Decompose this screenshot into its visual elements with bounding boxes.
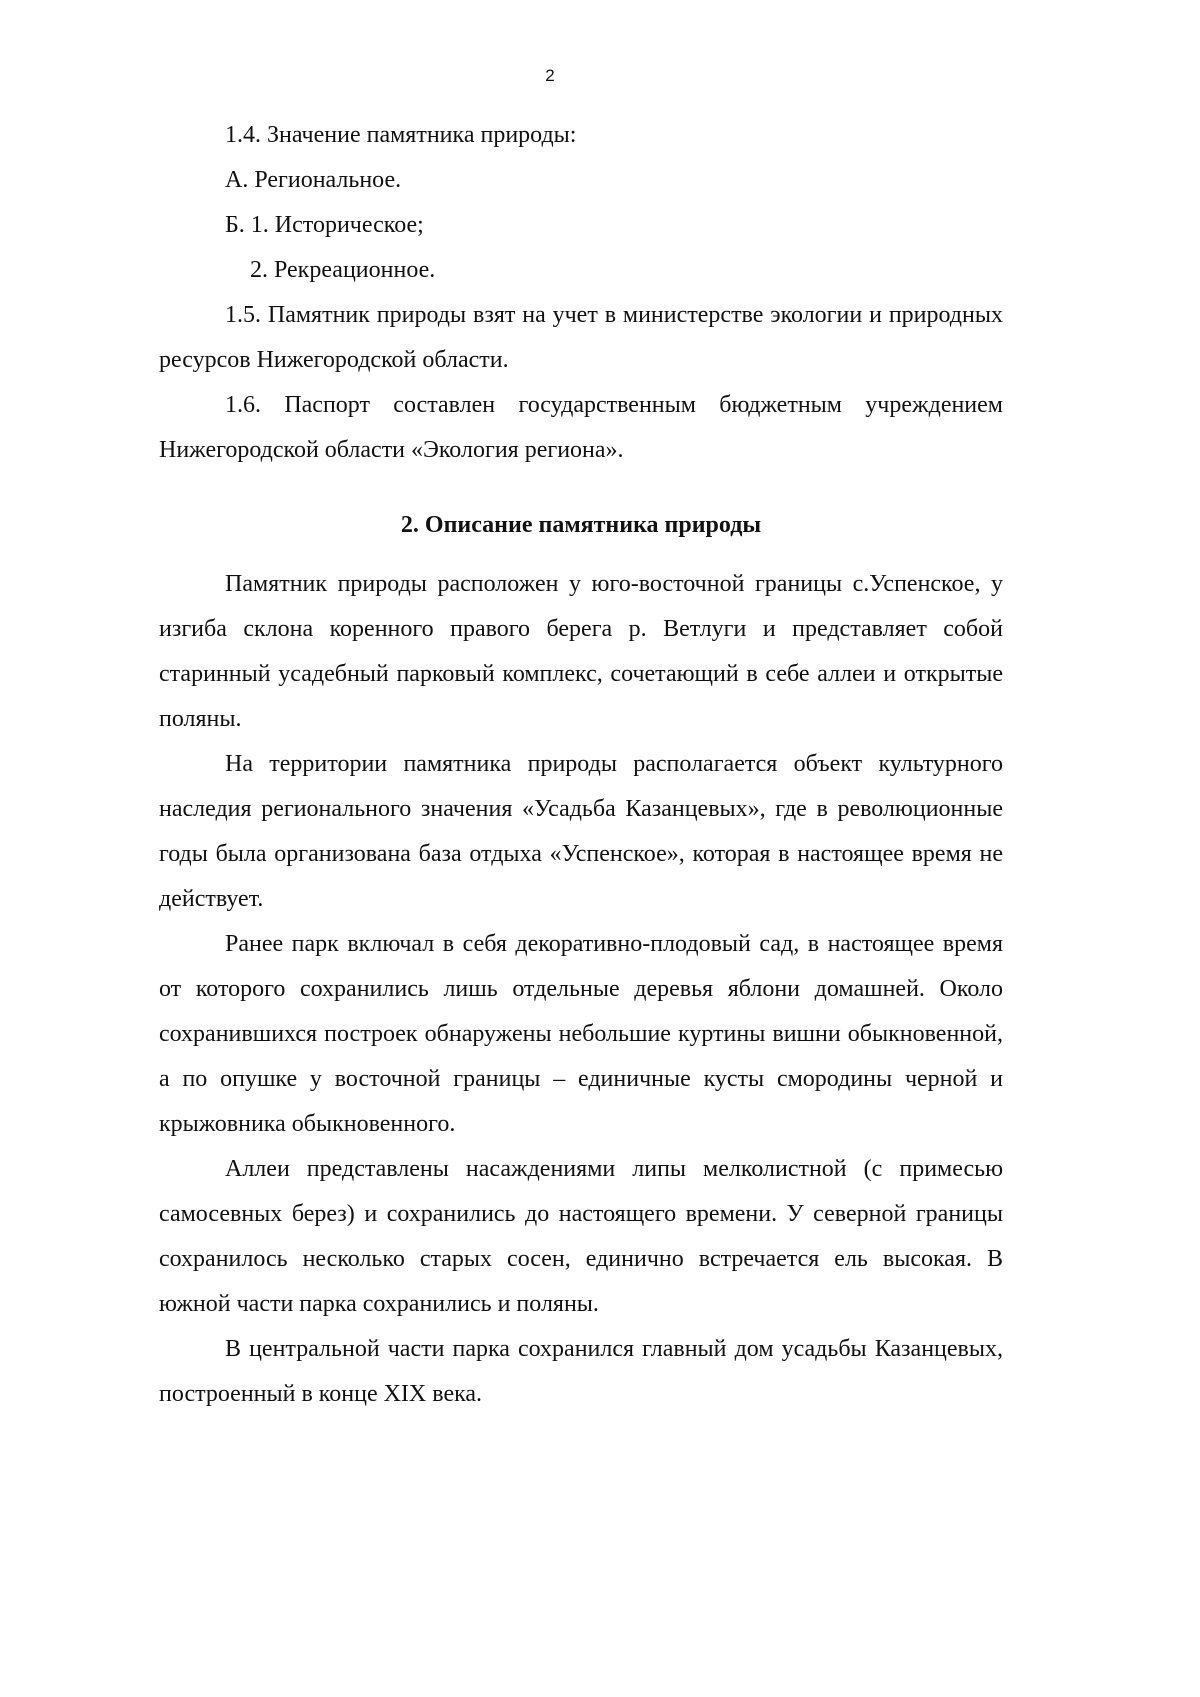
item-a-regional: А. Региональное. [225,167,402,193]
document-body [159,113,1003,1417]
description-paragraph: Памятник природы расположен у юго-восточной границы с.Успенское, у изгиба склона коренного правого берега р. Ветлуги и представляет собой старинный усадебный парковый комплекс, сочетающий в себе аллеи и открытые поляны. [159,571,1003,732]
item-1-4: 1.4. Значение памятника природы: [225,122,577,148]
section-2-heading: 2. Описание памятника природы [400,512,762,538]
item-1-5: 1.5. Памятник природы взят на учет в министерстве экологии и природных ресурсов Нижегородской области. [159,302,1003,373]
description-paragraph: В центральной части парка сохранился главный дом усадьбы Казанцевых, построенный в конце XIX века. [159,1336,1003,1407]
description-paragraph: На территории памятника природы располагается объект культурного наследия регионального значения «Усадьба Казанцевых», где в революционные годы была организована база отдыха «Успенское», которая в настоящее время не действует. [159,751,1003,912]
page-number: 2 [545,66,555,85]
item-b2-recreational: 2. Рекреационное. [250,257,436,283]
description-paragraph: Аллеи представлены насаждениями липы мелколистной (с примесью самосевных берез) и сохранились до настоящего времени. У северной границы сохранилось несколько старых сосен, единично встречается ель высокая. В южной части парка сохранились и поляны. [159,1156,1003,1317]
description-paragraph: Ранее парк включал в себя декоративно-плодовый сад, в настоящее время от которого сохранились лишь отдельные деревья яблони домашней. Около сохранившихся построек обнаружены небольшие куртины вишни обыкновенной, а по опушке у восточной границы – единичные кусты смородины черной и крыжовника обыкновенного. [159,931,1003,1137]
item-1-6: 1.6. Паспорт составлен государственным бюджетным учреждением Нижегородской области «Экология региона». [159,392,1003,463]
item-b1-historical: Б. 1. Историческое; [225,212,424,238]
